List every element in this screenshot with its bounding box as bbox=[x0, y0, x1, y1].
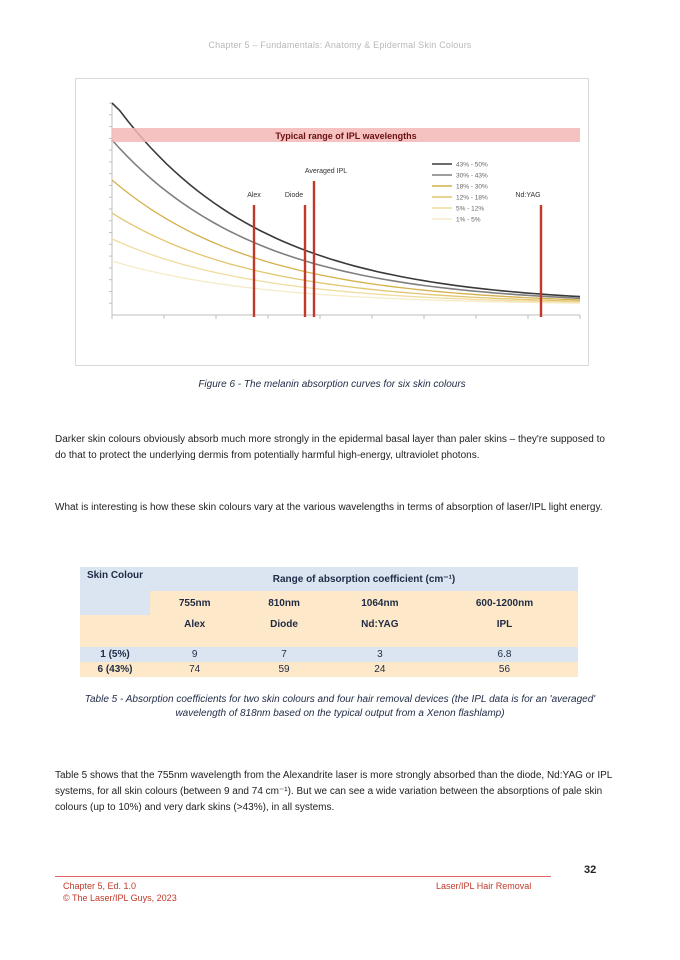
footer-chapter: Chapter 5, Ed. 1.0 bbox=[63, 881, 137, 891]
table-cell: 7 bbox=[239, 647, 328, 662]
table-cell: 6.8 bbox=[431, 647, 578, 662]
legend-label: 1% - 5% bbox=[456, 216, 481, 224]
legend-label: 5% - 12% bbox=[456, 205, 485, 213]
absorption-table bbox=[80, 567, 578, 677]
col-device: Alex bbox=[150, 615, 239, 633]
paragraph-wavelength-variation: What is interesting is how these skin colours vary at the various wavelengths in terms of absorption of laser/IPL light energy. bbox=[55, 502, 603, 513]
table-cell: 9 bbox=[150, 647, 239, 662]
absorption-range-header: Range of absorption coefficient (cm⁻¹) bbox=[150, 567, 578, 591]
col-wavelength: 600-1200nm bbox=[431, 591, 578, 615]
marker-label: Averaged IPL bbox=[304, 168, 348, 175]
absorption-chart-figure bbox=[75, 78, 589, 366]
row-skin-label: 6 (43%) bbox=[80, 662, 150, 677]
skin-colour-header: Skin Colour bbox=[80, 567, 150, 615]
absorption-curve bbox=[112, 180, 580, 300]
legend-label: 43% - 50% bbox=[456, 161, 488, 169]
absorption-chart bbox=[76, 79, 590, 367]
table-row bbox=[80, 662, 578, 677]
legend-label: 18% - 30% bbox=[456, 183, 488, 191]
legend-label: 30% - 43% bbox=[456, 172, 488, 180]
col-wavelength: 1064nm bbox=[329, 591, 431, 615]
table-cell: 59 bbox=[239, 662, 328, 677]
table-cell: 24 bbox=[329, 662, 431, 677]
table-caption: Table 5 - Absorption coefficients for two skin colours and four hair removal devices (the IPL data is for an 'averaged' wavelength of 818nm based on the typical output from a Xenon flashlamp) bbox=[84, 694, 596, 719]
table-row bbox=[80, 647, 578, 662]
paragraph-table-summary: Table 5 shows that the 755nm wavelength from the Alexandrite laser is more strongly absorbed than the diode, Nd:YAG or IPL systems, for all skin colours (between 9 and 74 cm⁻¹). But we can see a wide variation between the absorptions of pale skin colours (up to 10%) and very dark skins (>43%), in all systems. bbox=[55, 770, 612, 813]
paragraph-dark-skin: Darker skin colours obviously absorb much more strongly in the epidermal basal layer than paler skins – they're supposed to do that to protect the underlying dermis from potentially harmful high-energy, ultraviolet photons. bbox=[55, 434, 605, 461]
table-cell: 74 bbox=[150, 662, 239, 677]
figure-caption: Figure 6 - The melanin absorption curves for six skin colours bbox=[198, 379, 466, 390]
legend-label: 12% - 18% bbox=[456, 194, 488, 202]
running-head: Chapter 5 – Fundamentals: Anatomy & Epidermal Skin Colours bbox=[208, 40, 472, 50]
col-device: Diode bbox=[239, 615, 328, 633]
marker-label: Alex bbox=[247, 192, 261, 199]
row-skin-label: 1 (5%) bbox=[80, 647, 150, 662]
ipl-range-label: Typical range of IPL wavelengths bbox=[275, 131, 417, 141]
table-cell: 56 bbox=[431, 662, 578, 677]
footer-title: Laser/IPL Hair Removal bbox=[436, 881, 532, 891]
absorption-curve bbox=[112, 140, 580, 298]
page-number: 32 bbox=[584, 864, 597, 876]
col-device: Nd:YAG bbox=[329, 615, 431, 633]
col-device: IPL bbox=[431, 615, 578, 633]
col-wavelength: 755nm bbox=[150, 591, 239, 615]
absorption-curve bbox=[112, 213, 580, 301]
table-cell: 3 bbox=[329, 647, 431, 662]
col-wavelength: 810nm bbox=[239, 591, 328, 615]
footer-divider bbox=[55, 876, 551, 877]
marker-label: Diode bbox=[284, 192, 304, 199]
marker-label: Nd:YAG bbox=[515, 192, 541, 199]
footer-copyright: © The Laser/IPL Guys, 2023 bbox=[63, 893, 177, 903]
